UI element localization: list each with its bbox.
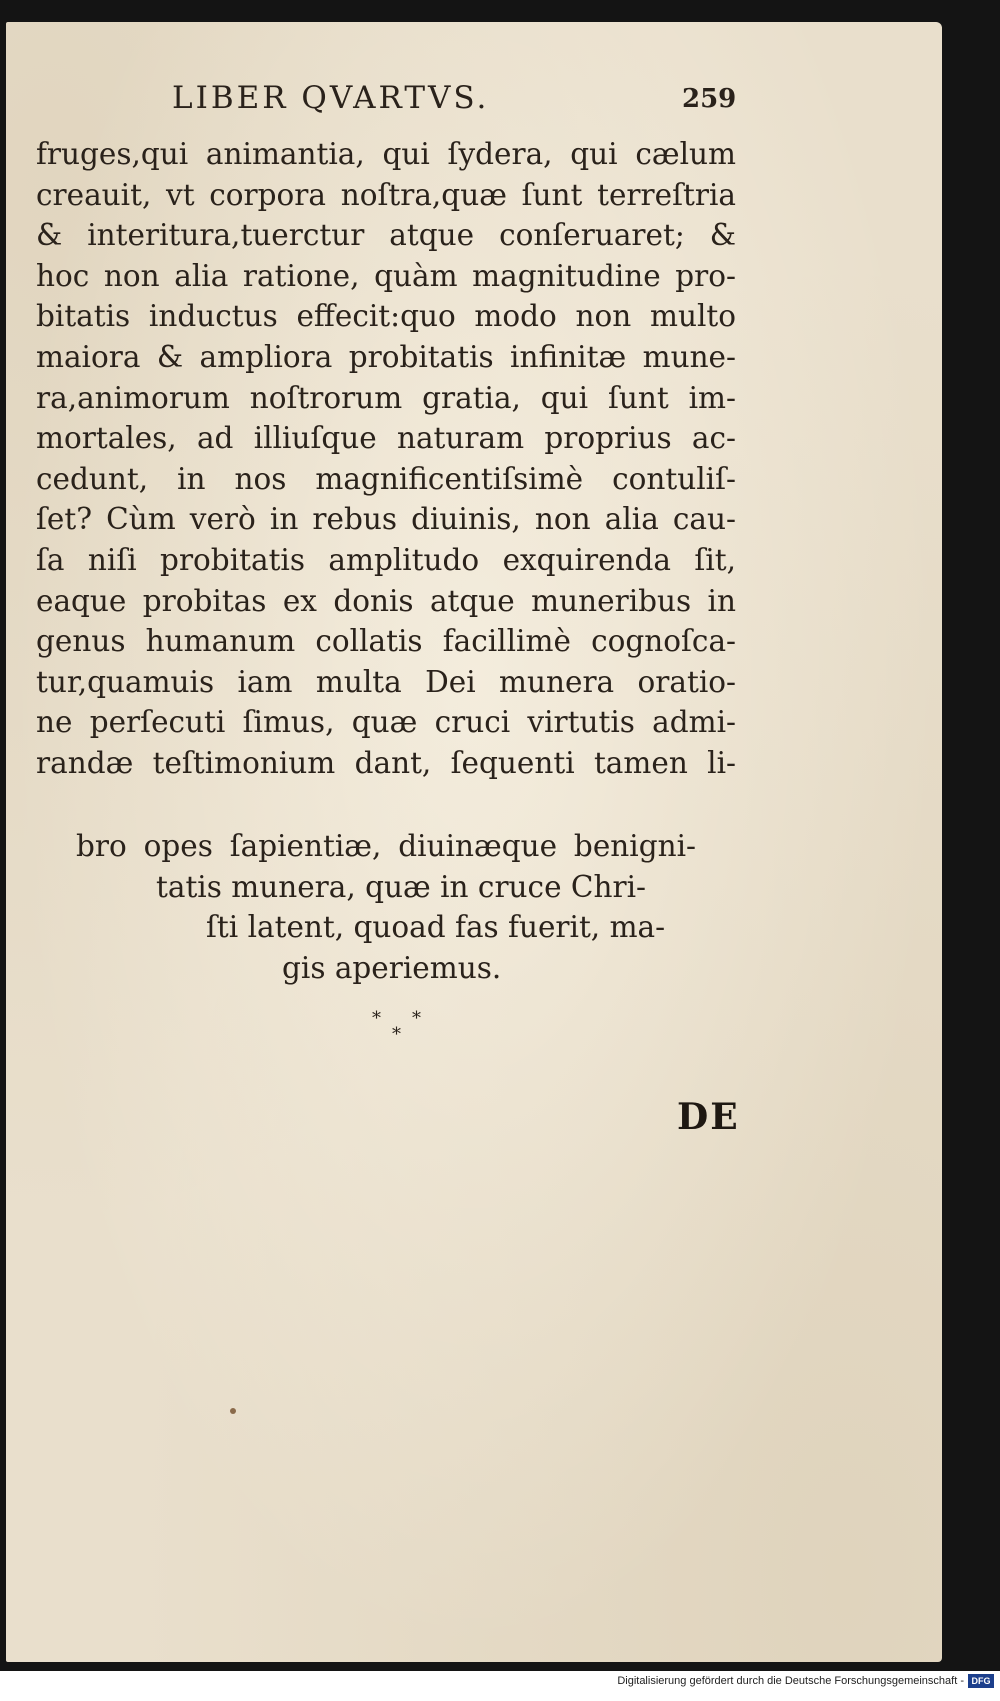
text-line: randæ teſtimonium dant, ſequenti tamen li- <box>36 745 736 780</box>
text-line: tur,quamuis iam multa Dei munera oratio- <box>36 664 736 699</box>
page-number: 259 <box>682 84 737 114</box>
text-line: maiora & ampliora probitatis infinitæ mune- <box>36 339 736 374</box>
text-line: ra,animorum noſtrorum gratia, qui ſunt im- <box>36 380 736 415</box>
text-line: ne perſecuti ſimus, quæ cruci virtutis admi- <box>36 705 736 740</box>
dfg-logo: DFG <box>968 1674 994 1688</box>
text-line: & interitura,tuerctur atque conſeruaret; & <box>36 218 736 253</box>
running-head: LIBER QVARTVS. <box>172 80 490 116</box>
text-line: hoc non alia ratione, quàm magnitudine pro- <box>36 258 736 293</box>
asterism-ornament <box>370 1008 430 1048</box>
paper-speck <box>230 1408 236 1414</box>
asterisk: * <box>412 1008 421 1029</box>
text-line: tatis munera, quæ in cruce Chri- <box>156 869 646 904</box>
text-line: ſet? Cùm verò in rebus diuinis, non alia cau- <box>36 502 736 537</box>
digitization-credit: Digitalisierung gefördert durch die Deutsche Forschungsgemeinschaft - <box>617 1675 964 1687</box>
text-line: bro opes ſapientiæ, diuinæque benigni- <box>76 829 696 863</box>
text-line: creauit, vt corpora noſtra,quæ ſunt terreſtria <box>36 177 736 212</box>
asterisk: * <box>392 1024 401 1045</box>
tapered-conclusion <box>36 826 736 988</box>
text-line: ſa niſi probitatis amplitudo exquirenda ſit, <box>36 542 736 577</box>
text-line: eaque probitas ex donis atque muneribus in <box>36 583 736 618</box>
text-line: genus humanum collatis facillimè cognoſca- <box>36 624 736 659</box>
text-line: bitatis inductus effecit:quo modo non multo <box>36 299 736 334</box>
text-line: ſti latent, quoad fas fuerit, ma- <box>206 910 666 945</box>
text-line: cedunt, in nos magnificentiſsimè contuliſ- <box>36 461 736 496</box>
text-line: fruges,qui animantia, qui ſydera, qui cælum <box>36 137 736 171</box>
body-text <box>36 134 736 784</box>
asterisk: * <box>372 1008 381 1029</box>
text-line: mortales, ad illiuſque naturam proprius ac- <box>36 421 736 456</box>
text-line: gis aperiemus. <box>282 950 502 985</box>
catchword: DE <box>677 1096 740 1138</box>
